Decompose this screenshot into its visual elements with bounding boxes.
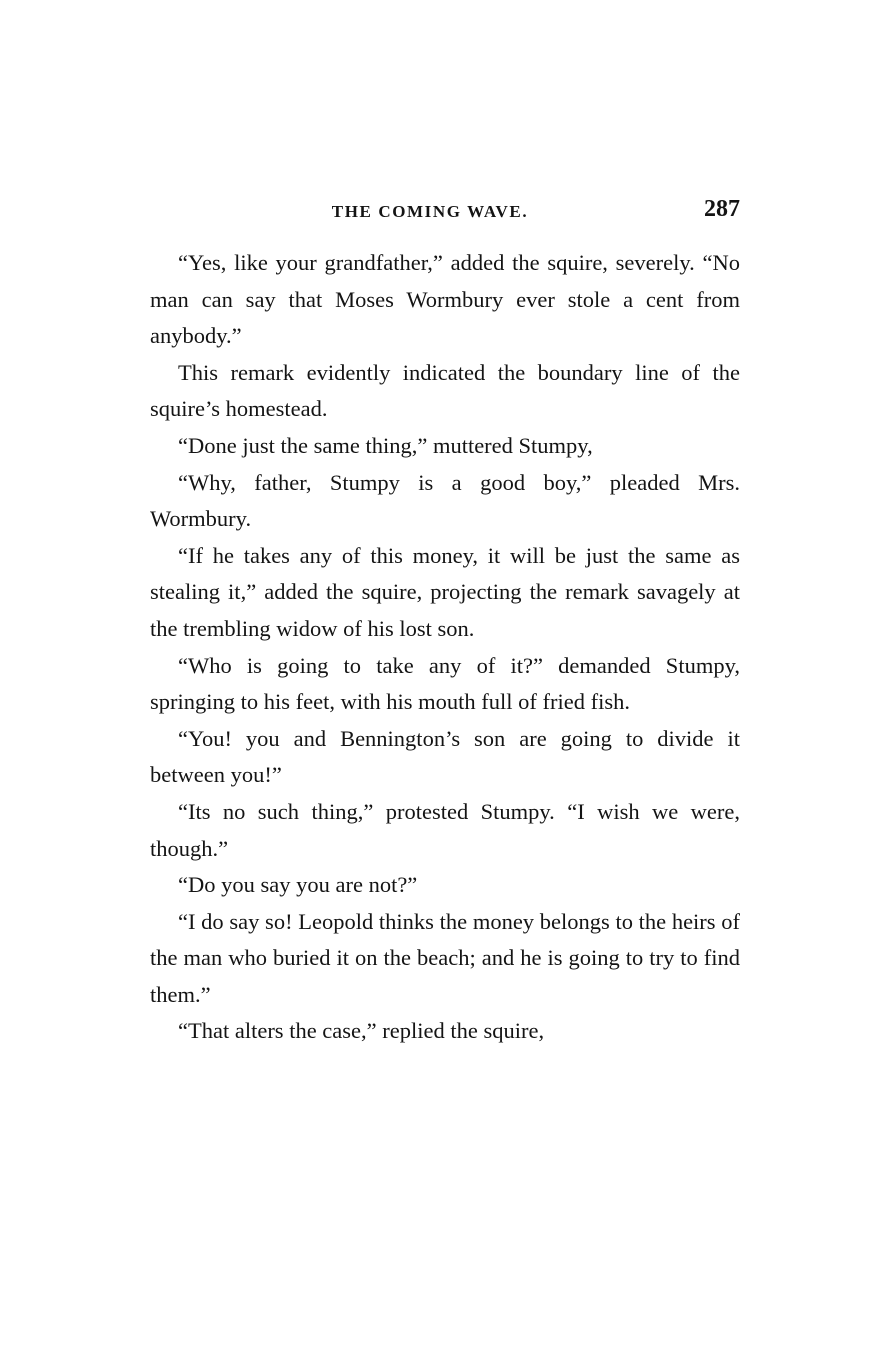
paragraph: “Do you say you are not?” [178,872,418,898]
paragraph: “Why, father, Stumpy is a good boy,” pleaded Mrs. Wormbury. [150,469,740,532]
paragraph: This remark evidently indicated the boundary line of the squire’s homestead. [150,359,740,422]
paragraph: “Its no such thing,” protested Stumpy. “I wish we were, though.” [150,798,740,861]
paragraph: “Done just the same thing,” muttered Stumpy, [178,432,593,458]
paragraph: “If he takes any of this money, it will be just the same as stealing it,” added the squire, projecting the remark savagely at the trembling widow of his lost son. [150,542,740,641]
body-text [150,245,740,1050]
paragraph: “Who is going to take any of it?” demanded Stumpy, springing to his feet, with his mouth full of fried fish. [150,652,740,715]
paragraph: “I do say so! Leopold thinks the money belongs to the heirs of the man who buried it on the beach; and he is going to try to find them.” [150,908,740,1007]
page-number: 287 [704,196,740,222]
running-head [150,196,740,230]
running-title: THE COMING WAVE. [331,202,529,221]
paragraph: “That alters the case,” replied the squire, [178,1018,545,1044]
paragraph: “Yes, like your grandfather,” added the squire, severely. “No man can say that Moses Wormbury ever stole a cent from anybody.” [150,250,740,349]
paragraph: “You! you and Bennington’s son are going to divide it between you!” [150,725,740,788]
